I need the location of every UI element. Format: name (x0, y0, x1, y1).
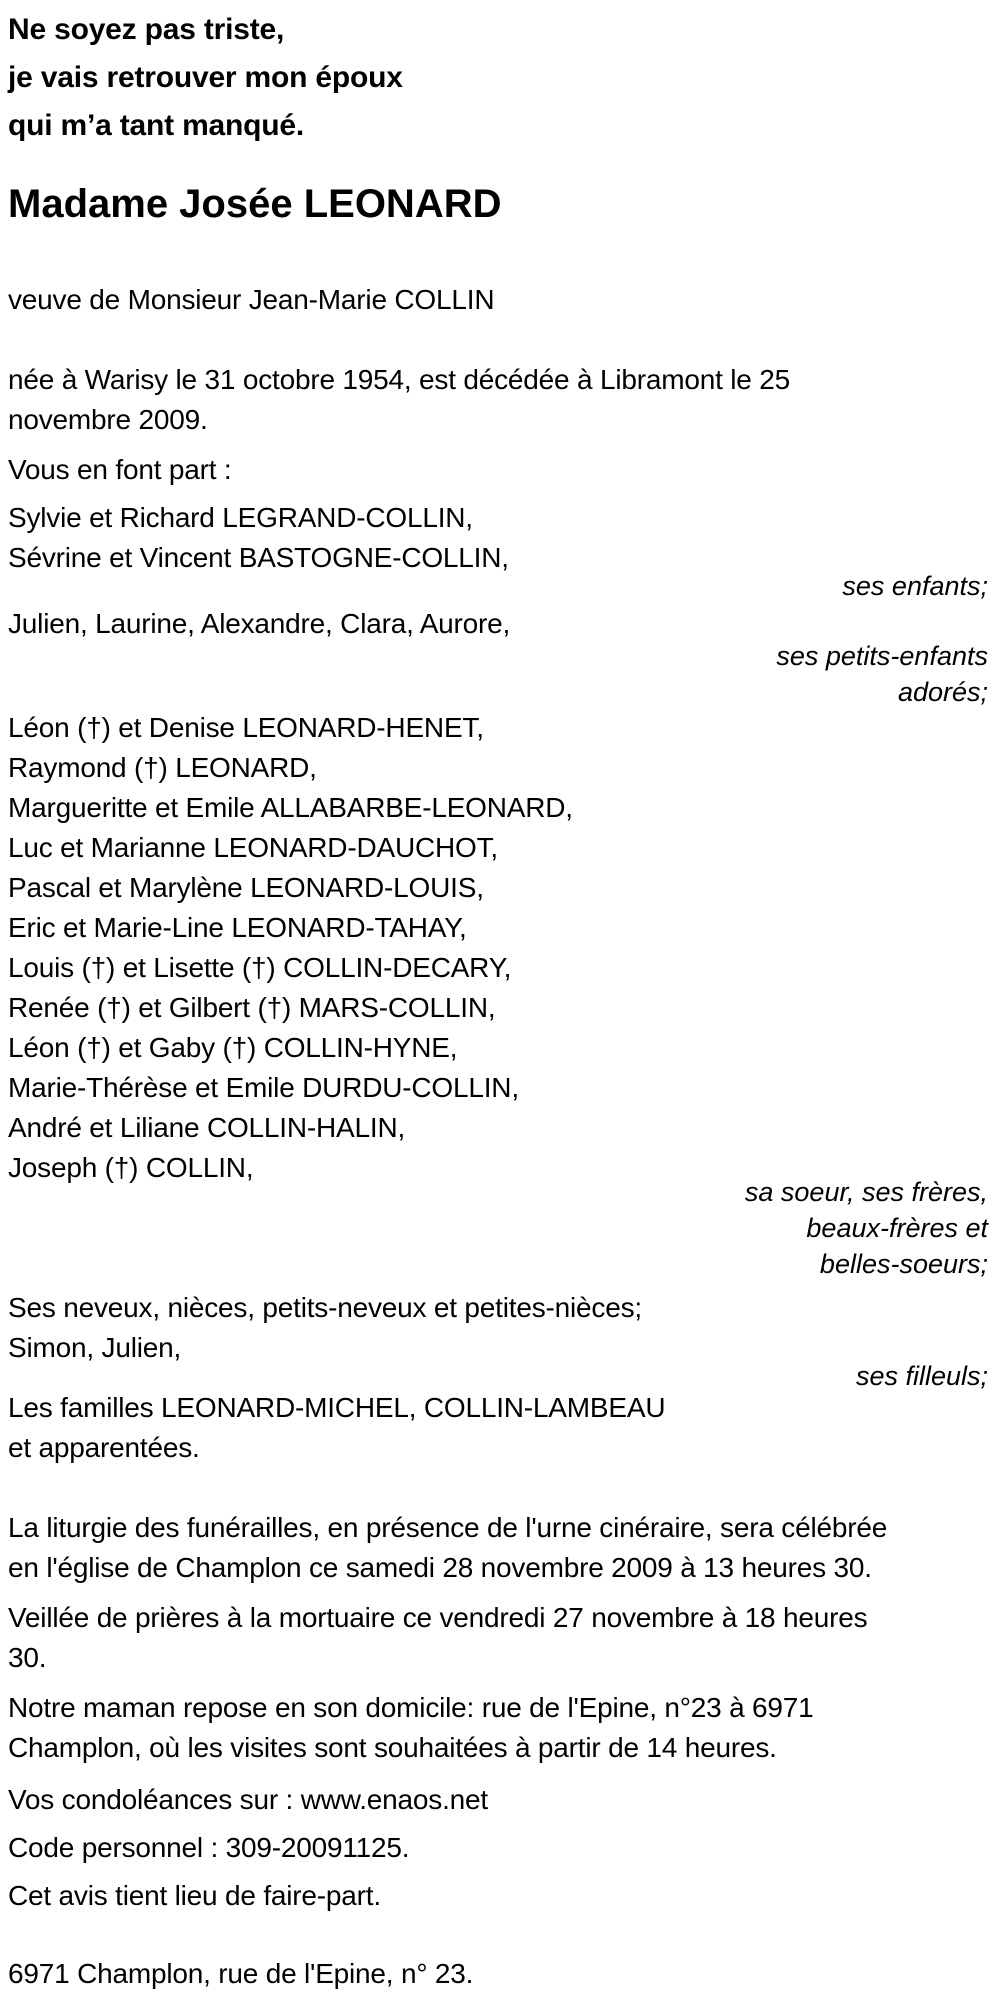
family-name-line: André et Liliane COLLIN-HALIN, (8, 1112, 406, 1143)
family-name-line: Renée (†) et Gilbert (†) MARS-COLLIN, (8, 992, 496, 1023)
relation-line: veuve de Monsieur Jean-Marie COLLIN (8, 284, 495, 315)
liturgy-line: en l'église de Champlon ce samedi 28 novembre 2009 à 13 heures 30. (8, 1552, 872, 1583)
address-line: 6971 Champlon, rue de l'Epine, n° 23. (8, 1958, 474, 1989)
relationship-label-godchildren: ses filleuls; (855, 1361, 988, 1391)
family-name-line: Simon, Julien, (8, 1332, 182, 1363)
liturgy-paragraph (8, 1508, 988, 1588)
family-name-line: Joseph (†) COLLIN, (8, 1152, 254, 1183)
family-name-line: Raymond (†) LEONARD, (8, 752, 317, 783)
relationship-label-line: adorés; (897, 677, 988, 707)
condolences-line: Vos condoléances sur : www.enaos.net (8, 1784, 488, 1815)
family-name-line: Pascal et Marylène LEONARD-LOUIS, (8, 872, 484, 903)
deceased-name-title: Madame Josée LEONARD (8, 182, 502, 226)
related-families (8, 1388, 988, 1468)
liturgy-line: La liturgie des funérailles, en présence de l'urne cinéraire, sera célébrée (8, 1512, 888, 1543)
birth-death-paragraph (8, 360, 988, 440)
family-name-line: Julien, Laurine, Alexandre, Clara, Aurore, (8, 608, 511, 639)
family-name-line: Marie-Thérèse et Emile DURDU-COLLIN, (8, 1072, 519, 1103)
family-name-line: Luc et Marianne LEONARD-DAUCHOT, (8, 832, 498, 863)
repose-paragraph (8, 1688, 988, 1768)
family-name-line: Léon (†) et Denise LEONARD-HENET, (8, 712, 484, 743)
relationship-label-line: beaux-frères et (806, 1213, 988, 1243)
announcement-intro: Vous en font part : (8, 454, 232, 485)
relationship-label-grandchildren (8, 638, 988, 710)
relationship-label-line: ses petits-enfants (776, 641, 988, 671)
family-name-line: Louis (†) et Lisette (†) COLLIN-DECARY, (8, 952, 512, 983)
nieces-nephews-names (8, 1288, 988, 1368)
family-name-line: Ses neveux, nièces, petits-neveux et petites-nièces; (8, 1292, 642, 1323)
vigil-line: Veillée de prières à la mortuaire ce vendredi 27 novembre à 18 heures (8, 1602, 868, 1633)
family-name-line: Léon (†) et Gaby (†) COLLIN-HYNE, (8, 1032, 458, 1063)
legal-notice-line: Cet avis tient lieu de faire-part. (8, 1880, 381, 1911)
opening-quote (8, 6, 988, 150)
family-name-line: Sylvie et Richard LEGRAND-COLLIN, (8, 502, 473, 533)
family-name-line: et apparentées. (8, 1432, 200, 1463)
relationship-label-line: belles-soeurs; (819, 1249, 988, 1279)
repose-line: Champlon, où les visites sont souhaitées à partir de 14 heures. (8, 1732, 777, 1763)
vigil-line: 30. (8, 1642, 47, 1673)
relationship-label-line: sa soeur, ses frères, (744, 1177, 988, 1207)
quote-line: qui m’a tant manqué. (8, 109, 305, 142)
birth-death-line: née à Warisy le 31 octobre 1954, est décédée à Libramont le 25 (8, 364, 790, 395)
relationship-label-children: ses enfants; (842, 571, 988, 601)
quote-line: Ne soyez pas triste, (8, 13, 285, 46)
children-names (8, 498, 988, 578)
birth-death-line: novembre 2009. (8, 404, 208, 435)
quote-line: je vais retrouver mon époux (8, 61, 403, 94)
family-name-line: Eric et Marie-Line LEONARD-TAHAY, (8, 912, 467, 943)
family-name-line: Margueritte et Emile ALLABARBE-LEONARD, (8, 792, 573, 823)
siblings-names (8, 708, 988, 1188)
repose-line: Notre maman repose en son domicile: rue de l'Epine, n°23 à 6971 (8, 1692, 814, 1723)
personal-code-line: Code personnel : 309-20091125. (8, 1832, 410, 1863)
family-name-line: Les familles LEONARD-MICHEL, COLLIN-LAMBEAU (8, 1392, 666, 1423)
relationship-label-siblings (8, 1174, 988, 1282)
family-name-line: Sévrine et Vincent BASTOGNE-COLLIN, (8, 542, 509, 573)
vigil-paragraph (8, 1598, 988, 1678)
